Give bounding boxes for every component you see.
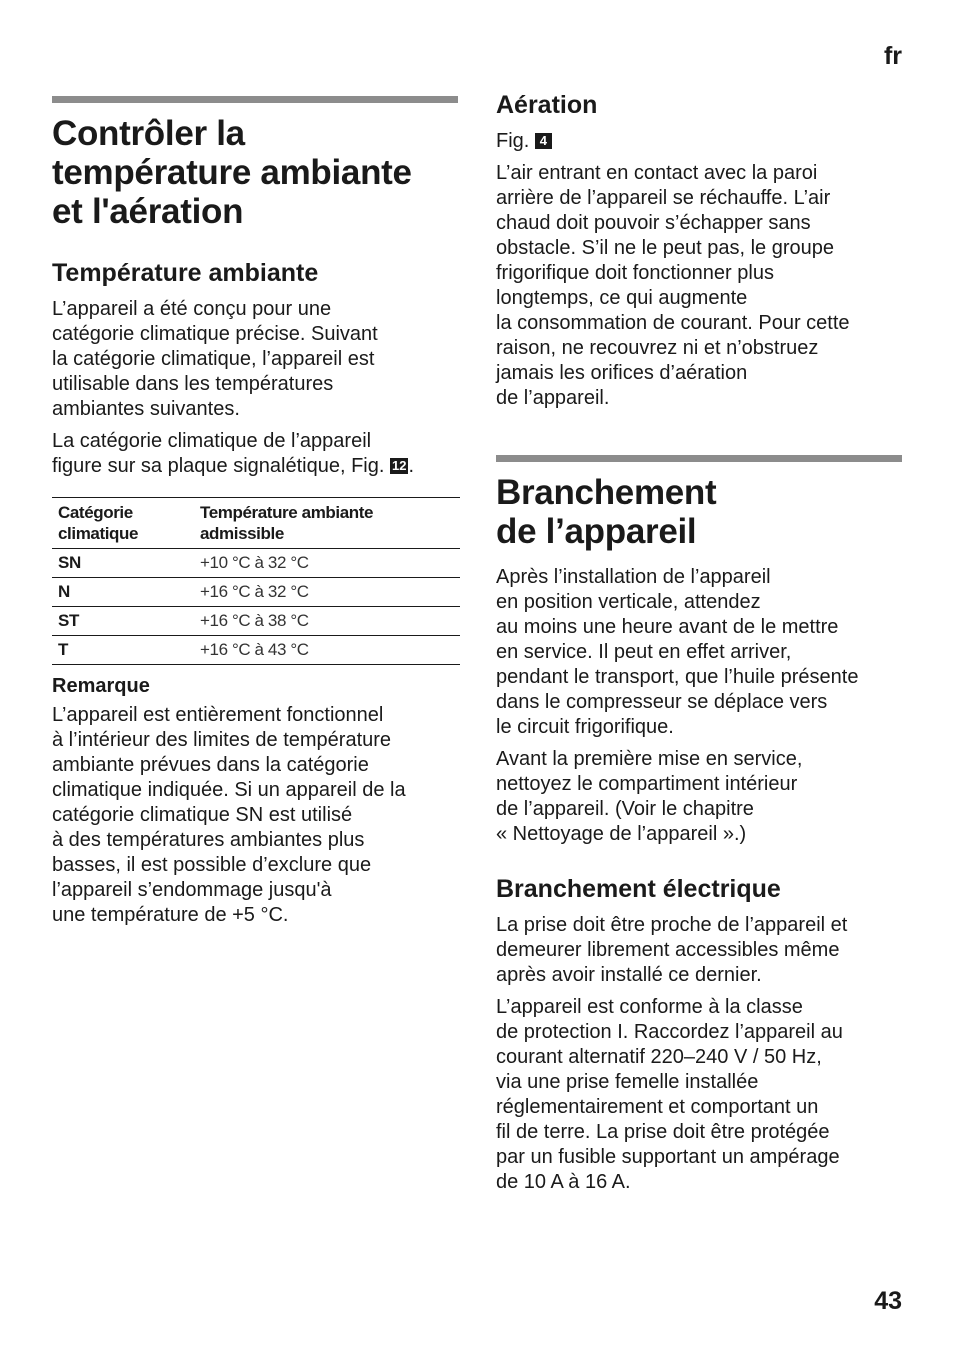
remark-text: L’appareil est entièrement fonctionnel à l’intérieur des limites de température ambiante prévues dans la catégorie climatique indiquée. Si un appareil de la catégorie climatique SN est utilisé à des températures ambiantes plus basses, il est possible d’exclure que l’appareil s’endommage jusqu'à une température de +5 °C.	[52, 704, 406, 926]
language-label: fr	[883, 42, 902, 70]
section-heading: Température ambiante	[52, 259, 319, 287]
paragraph: Après l’installation de l’appareil en position verticale, attendez au moins une heure avant de le mettre en service. Il peut en effet arriver, pendant le transport, que l’huile présente dans le compresseur se déplace vers le circuit frigorifique.	[496, 566, 859, 738]
paragraph: L’air entrant en contact avec la paroi arrière de l’appareil se réchauffe. L’air chaud doit pouvoir s’échapper sans obstacle. S’il ne le peut pas, le groupe frigorifique doit fonctionner plus longtemps, ce qui augmente la consommation de courant. Pour cette raison, ne recouvrez ni et n’obstruez jamais les orifices d’aération de l’appareil.	[496, 162, 850, 409]
climate-code: N	[52, 578, 194, 607]
section-rule	[496, 455, 902, 462]
table-row	[52, 549, 460, 578]
section-heading: Aération	[496, 91, 598, 119]
paragraph: L’appareil est conforme à la classe de protection I. Raccordez l’appareil au courant alternatif 220–240 V / 50 Hz, via une prise femelle installée réglementairement et comportant un fil de terre. La prise doit être protégée par un fusible supportant un ampérage de 10 A à 16 A.	[496, 996, 843, 1193]
table-header: Catégorie climatique	[52, 498, 194, 549]
section-rule	[52, 96, 458, 103]
climate-code: ST	[52, 607, 194, 636]
climate-table	[52, 497, 460, 665]
figure-label: Fig.	[496, 130, 535, 152]
climate-code: T	[52, 636, 194, 665]
figure-number-badge: 4	[535, 133, 552, 149]
figure-reference	[496, 129, 906, 154]
table-row	[52, 607, 460, 636]
temperature-range: +16 °C à 32 °C	[194, 578, 460, 607]
paragraph: La prise doit être proche de l’appareil et demeurer librement accessibles même après avoir installé ce dernier.	[496, 914, 848, 986]
temperature-range: +16 °C à 43 °C	[194, 636, 460, 665]
table-header: Température ambiante admissible	[194, 498, 460, 549]
page-number: 43	[874, 1287, 902, 1315]
remark-heading: Remarque	[52, 675, 150, 697]
paragraph: Avant la première mise en service, nettoyez le compartiment intérieur de l’appareil. (Voir le chapitre « Nettoyage de l’appareil ».)	[496, 748, 803, 845]
paragraph-text: La catégorie climatique de l’appareil figure sur sa plaque signalétique, Fig.	[52, 430, 385, 477]
paragraph-fig-reference	[52, 429, 460, 479]
temperature-range: +10 °C à 32 °C	[194, 549, 460, 578]
section-heading: Branchement électrique	[496, 875, 781, 903]
section-title: Branchement de l’appareil	[496, 473, 717, 551]
table-row	[52, 578, 460, 607]
figure-number-badge: 12	[391, 458, 407, 473]
paragraph: L’appareil a été conçu pour une catégorie climatique précise. Suivant la catégorie climatique, l’appareil est utilisable dans les températures ambiantes suivantes.	[52, 298, 378, 420]
paragraph-end: .	[408, 455, 415, 477]
climate-code: SN	[52, 549, 194, 578]
table-row	[52, 636, 460, 665]
temperature-range: +16 °C à 38 °C	[194, 607, 460, 636]
page-title: Contrôler la température ambiante et l'aération	[52, 114, 412, 231]
